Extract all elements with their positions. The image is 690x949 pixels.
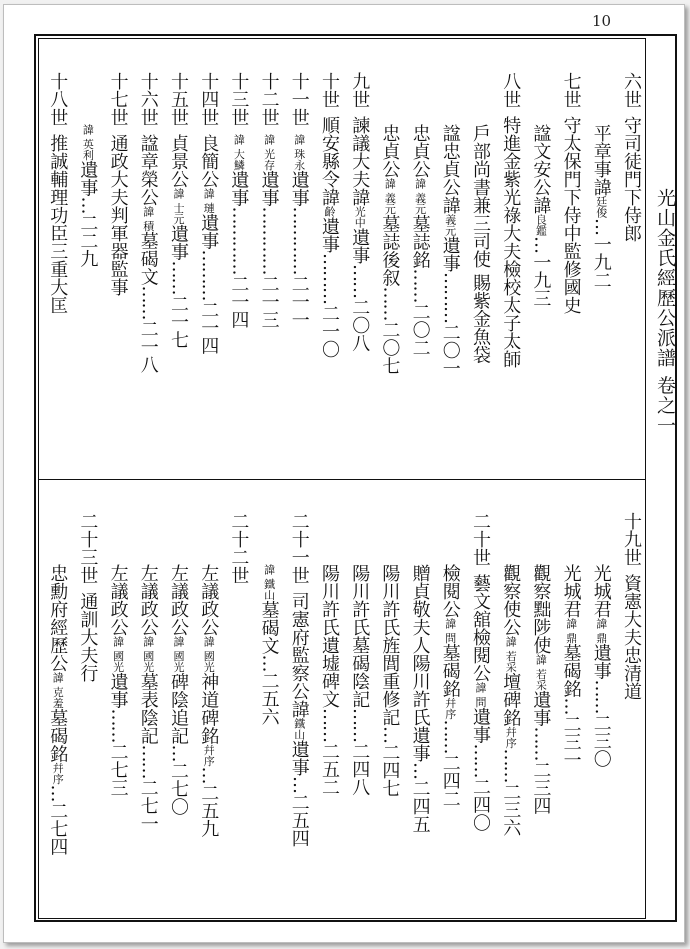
personal-name: 諱 士元 (172, 188, 185, 225)
top-entry (617, 72, 645, 242)
leader-dots: …… (349, 264, 371, 298)
entry-document: 神道碑銘 (198, 672, 220, 745)
top-entry (557, 72, 585, 314)
top-entry (164, 72, 192, 349)
top-entry (496, 72, 524, 368)
page-number: 10 (592, 12, 612, 30)
page-reference: 二七〇 (168, 761, 189, 816)
entry-title: 諡章榮公 (137, 134, 159, 206)
leader-dots: ………… (288, 206, 310, 275)
page-reference: 二三一 (560, 714, 582, 769)
bottom-entry (587, 512, 615, 768)
leader-dots: …… (137, 744, 159, 779)
leader-dots: …… (168, 260, 189, 295)
entry-title: 忠貞公 (409, 124, 431, 178)
top-entry (224, 72, 252, 329)
personal-name: 諱 問 (443, 618, 457, 644)
page-reference: 二〇一 (439, 323, 461, 377)
top-entry (406, 72, 434, 357)
entry-title: 特進金紫光祿大夫檢校太子太師 (500, 116, 522, 368)
page-reference: 二四五 (409, 779, 431, 833)
bottom-entry (557, 512, 585, 769)
leader-dots: …… (470, 743, 491, 778)
generation-label: 十八世 (47, 72, 69, 126)
page-reference: 二〇八 (349, 298, 371, 352)
entry-document: 遺事 (77, 160, 99, 197)
page-reference: 二五二 (319, 742, 340, 796)
entry-document: 墓表陰記 (137, 672, 159, 745)
entry-document: 墓碣文 (258, 600, 280, 655)
generation-label: 十六世 (137, 72, 159, 126)
leader-dots: …… (409, 268, 431, 303)
page-reference: 二一四 (198, 300, 220, 355)
entry-title: 忠貞公 (379, 124, 401, 178)
entry-document: 遺事 (228, 170, 250, 207)
top-entry (255, 72, 283, 329)
page-reference: 二七三 (107, 742, 129, 797)
personal-name: 諱 鼎 (594, 618, 608, 644)
page-reference: 二〇二 (409, 302, 431, 357)
entry-title: 司憲府監察公諱 (288, 592, 310, 718)
entry-title: 忠勳府經歷公 (47, 564, 69, 672)
side-title: 光山金氏經歷公派譜 卷之一 (654, 188, 676, 436)
top-entry (587, 72, 615, 289)
entry-title: 左議政公 (168, 564, 189, 636)
leader-dots: … (590, 218, 612, 235)
bottom-entry (194, 512, 222, 838)
generation-label: 十五世 (168, 72, 189, 126)
page-reference: 二五九 (198, 783, 220, 838)
entry-note: 幷序 (51, 762, 65, 785)
page-reference: 二四〇 (470, 777, 491, 832)
personal-name: 諱 克羞 (51, 672, 65, 709)
entry-document: 遺事 (349, 228, 371, 264)
entry-title: 平章事諱 (590, 124, 612, 196)
personal-name: 諱 璉 (202, 188, 216, 214)
bottom-entry (255, 512, 283, 726)
entry-title: 順安縣令諱 (319, 116, 340, 206)
entry-title: 貞景公 (168, 134, 189, 188)
leader-dots: ……… (439, 272, 461, 323)
generation-label: 六世 (621, 72, 642, 108)
entry-title: 諡忠貞公諱 (439, 124, 461, 214)
personal-name: 諱 鼎 (564, 618, 578, 644)
top-entry (194, 72, 222, 355)
leader-dots: … (288, 776, 310, 793)
personal-name: 諱 珠永 (292, 134, 306, 171)
generation-label: 十一世 (288, 72, 310, 126)
leader-dots: …… (590, 679, 612, 714)
entry-title: 陽川許氏遺墟碑文 (319, 564, 340, 708)
generation-label: 十九世 (621, 512, 642, 566)
entry-document: 遺事 (590, 643, 612, 680)
page-reference: 二七一 (137, 778, 159, 833)
entry-title: 守司徒門下侍郎 (621, 116, 642, 242)
personal-name: 光中 (353, 206, 367, 228)
personal-name: 諱 義元 (413, 178, 427, 215)
entry-document: 遺事 (319, 217, 340, 253)
top-entry (315, 72, 343, 358)
leader-dots: … (168, 744, 189, 762)
leader-dots: … (530, 236, 552, 253)
entry-title: 觀察黜陟使 (530, 564, 552, 654)
entry-title: 左議政公 (137, 564, 159, 636)
generation-label: 九世 (349, 72, 371, 108)
entry-document: 墓碣銘 (560, 643, 582, 698)
bottom-entry (315, 512, 343, 796)
top-entry (466, 72, 494, 364)
top-entry (104, 72, 132, 296)
entry-title: 贈貞敬夫人陽川許氏遺事 (409, 564, 431, 762)
entry-document: 遺事 (288, 740, 310, 776)
page-reference: 一九三 (530, 253, 552, 307)
leader-dots: …… (500, 748, 522, 783)
page-reference: 二一八 (137, 319, 159, 374)
leader-dots: … (77, 196, 99, 214)
entry-title: 守太保門下侍中監修國史 (560, 116, 582, 314)
leader-dots: … (258, 654, 280, 672)
bottom-entry (73, 512, 101, 682)
leader-dots: ………… (258, 206, 280, 275)
personal-name: 諱 英利 (81, 124, 95, 161)
page-reference: 二四八 (349, 742, 371, 796)
page-reference: 二一四 (228, 274, 250, 329)
personal-name: 諱 國光 (202, 636, 216, 673)
page-reference: 二〇七 (379, 320, 401, 375)
personal-name: 諱 若采 (504, 636, 518, 673)
page-reference: 二五六 (258, 671, 280, 726)
entry-document: 碑陰追記 (168, 672, 189, 745)
entry-document: 遺事 (439, 236, 461, 272)
leader-dots: …… (379, 286, 401, 321)
entry-title: 諡文安公諱 (530, 124, 552, 214)
page-reference: 二二九 (77, 213, 99, 268)
personal-name: 諱 問 (474, 682, 487, 708)
generation-label: 二十二世 (228, 512, 250, 584)
leader-dots: … (560, 697, 582, 715)
generation-label: 十七世 (107, 72, 129, 126)
page-reference: 二三〇 (590, 713, 612, 768)
entry-document: 遺事 (198, 213, 220, 250)
entry-title: 陽川許氏旌閭重修記 (379, 564, 401, 726)
generation-label: 十四世 (198, 72, 220, 126)
entry-document: 墓碣銘 (439, 643, 461, 698)
personal-name: 廷俊 (594, 196, 608, 218)
page-reference: 二一〇 (319, 304, 340, 358)
entry-document: 遺事 (288, 170, 310, 207)
leader-dots: … (409, 762, 431, 779)
bottom-entry (345, 512, 373, 796)
generation-label: 二十世 (470, 512, 491, 566)
personal-name: 諱 國光 (141, 636, 155, 673)
entry-title: 檢閱公 (439, 564, 461, 618)
personal-name: 鐵山 (292, 718, 306, 740)
bottom-entry (496, 512, 524, 837)
personal-name: 諱 光存 (262, 134, 276, 171)
top-entry (285, 72, 313, 329)
entry-document: 遺事 (530, 690, 552, 727)
entry-document: 遺事 (168, 224, 189, 261)
entry-title: 光城君 (590, 564, 612, 618)
personal-name: 義元 (443, 214, 457, 236)
page-reference: 二一一 (288, 274, 310, 329)
top-entry (375, 72, 403, 375)
leader-dots: …… (349, 708, 371, 742)
page-reference: 二四二 (439, 753, 461, 808)
page-reference: 二三六 (500, 782, 522, 837)
entry-title: 藝文舘檢閱公 (470, 574, 491, 682)
leader-dots: …… (439, 719, 461, 754)
personal-name: 諱 大鱗 (232, 134, 246, 171)
bottom-entry (104, 512, 132, 797)
entry-document: 遺事 (470, 707, 491, 744)
page-reference: 一九二 (590, 235, 612, 289)
entry-title: 資憲大夫忠清道 (621, 574, 642, 700)
page-reference: 二一七 (168, 294, 189, 349)
personal-name: 諱 國光 (172, 636, 185, 673)
personal-name: 諱 國光 (111, 636, 125, 673)
entry-document: 墓碣銘 (47, 708, 69, 763)
section-divider (38, 479, 646, 480)
leader-dots: …… (137, 285, 159, 320)
leader-dots: …… (530, 726, 552, 761)
generation-label: 十三世 (228, 72, 250, 126)
entry-title: 通訓大夫行 (77, 592, 99, 682)
generation-label: 十二世 (258, 72, 280, 126)
bottom-entry (406, 512, 434, 833)
entry-title: 左議政公 (107, 564, 129, 636)
personal-name: 良鑑 (534, 214, 548, 236)
entry-document: 遺事 (258, 170, 280, 207)
leader-dots: ……… (319, 253, 340, 304)
bottom-entry (134, 512, 162, 833)
leader-dots: … (379, 726, 401, 743)
entry-title: 良簡公 (198, 134, 220, 188)
entry-document: 壇碑銘 (500, 672, 522, 727)
leader-dots: ……… (198, 249, 220, 301)
personal-name: 齡 (323, 206, 336, 217)
leader-dots: ………… (228, 206, 250, 275)
entry-document: 墓誌銘 (409, 214, 431, 269)
entry-note: 幷序 (443, 697, 457, 720)
entry-title: 左議政公 (198, 564, 220, 636)
top-entry (134, 72, 162, 374)
leader-dots: … (47, 784, 69, 802)
personal-name: 諱 若采 (534, 654, 548, 691)
leader-dots: … (198, 766, 220, 784)
top-entry (73, 72, 101, 268)
entry-note: 幷序 (202, 744, 216, 767)
leader-dots: …… (107, 708, 129, 743)
generation-label: 二十一世 (288, 512, 310, 584)
entry-title: 戶部尚書兼三司使 賜紫金魚袋 (470, 124, 491, 364)
top-entry (526, 72, 554, 307)
generation-label: 七世 (560, 72, 582, 108)
personal-name: 諱 積 (141, 206, 155, 232)
page-reference: 二四七 (379, 743, 401, 797)
bottom-entry (617, 512, 645, 700)
entry-title: 觀察使公 (500, 564, 522, 636)
generation-label: 二十三世 (77, 512, 99, 584)
bottom-entry (375, 512, 403, 797)
page-reference: 二五四 (288, 793, 310, 847)
top-entry (436, 72, 464, 377)
entry-title: 陽川許氏墓碣陰記 (349, 564, 371, 708)
bottom-entry (436, 512, 464, 808)
personal-name: 諱 義元 (383, 178, 397, 215)
entry-title: 通政大夫判軍器監事 (107, 134, 129, 296)
entry-document: 墓誌後叙 (379, 214, 401, 287)
entry-document: 墓碣文 (137, 231, 159, 286)
generation-label: 十世 (319, 72, 340, 108)
bottom-entry (224, 512, 252, 592)
top-entry (345, 72, 373, 352)
page-reference: 二七四 (47, 801, 69, 856)
generation-label: 八世 (500, 72, 522, 108)
entry-title: 光城君 (560, 564, 582, 618)
bottom-entry (466, 512, 494, 832)
page-reference: 二三四 (530, 760, 552, 815)
entry-note: 幷序 (504, 726, 518, 749)
leader-dots: …… (319, 708, 340, 742)
bottom-entry (285, 512, 313, 847)
entry-document: 遺事 (107, 672, 129, 709)
bottom-entry (43, 512, 71, 856)
top-entry (43, 72, 71, 314)
entry-title: 推誠輔理功臣三重大匡 (47, 134, 69, 314)
entry-title: 諫議大夫諱 (349, 116, 371, 206)
bottom-entry (164, 512, 192, 816)
page-reference: 二一三 (258, 274, 280, 329)
bottom-entry (526, 512, 554, 815)
personal-name: 諱 鐵山 (262, 564, 276, 601)
